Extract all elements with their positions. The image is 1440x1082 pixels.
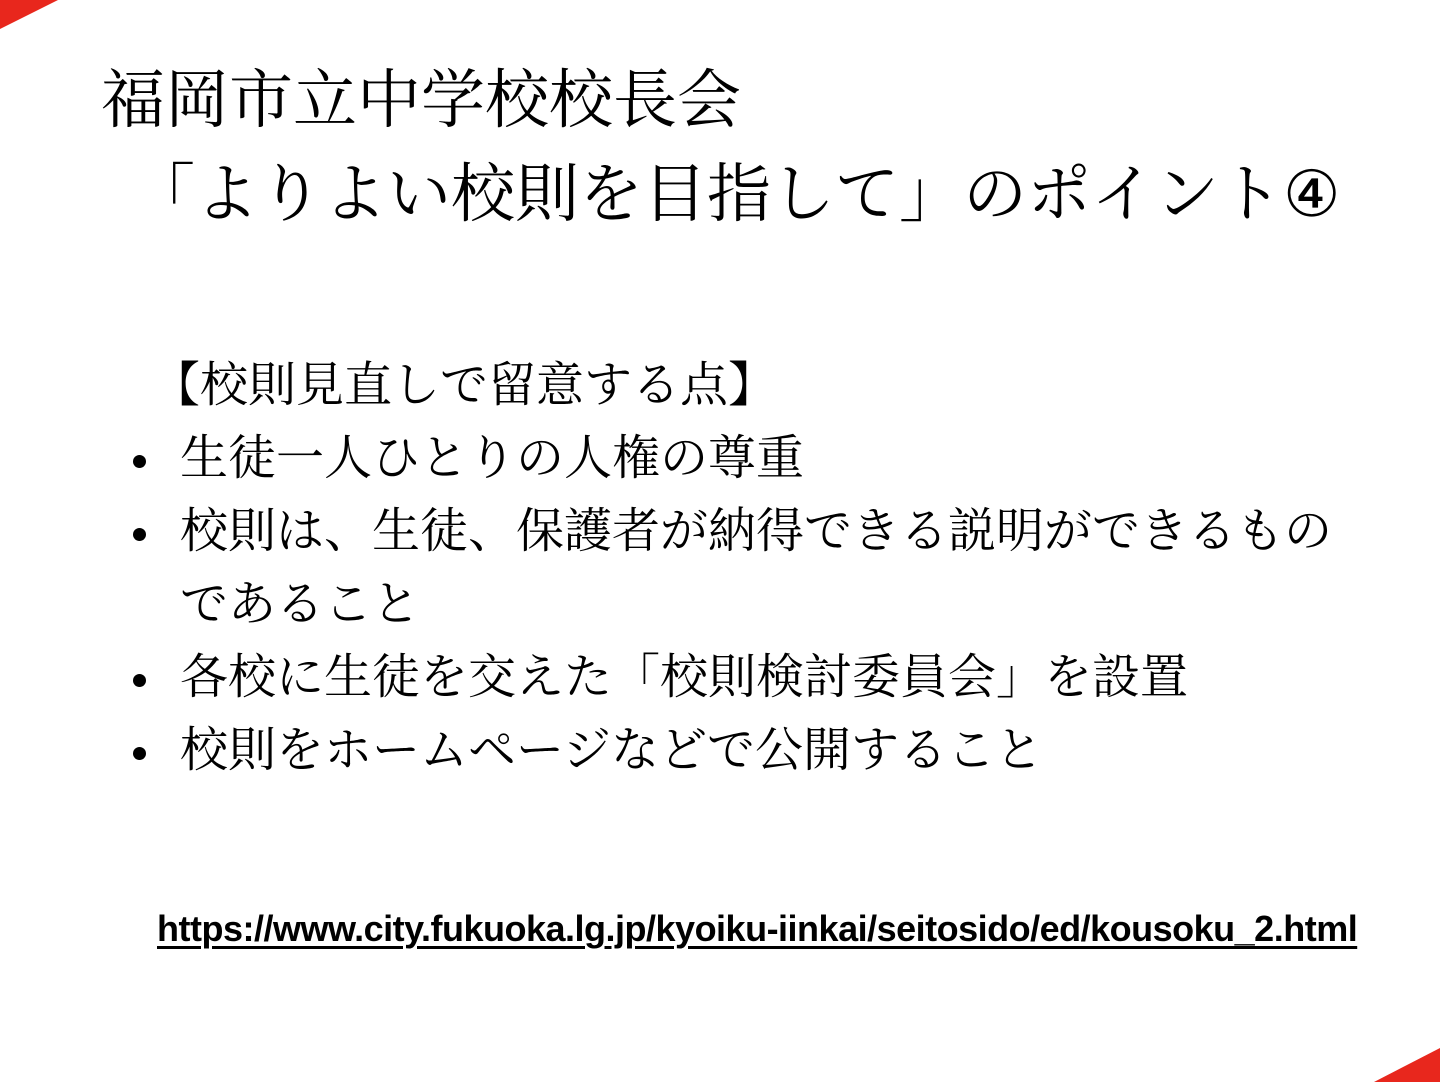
title-line-1: 福岡市立中学校校長会 — [101, 64, 741, 136]
title-line-2: 「よりよい校則を目指して」のポイント④ — [131, 158, 1341, 230]
bullet-text: 校則は、生徒、保護者が納得できる説明ができるものであること — [180, 505, 1333, 631]
bullet-icon — [133, 528, 146, 541]
bullet-icon — [133, 455, 146, 468]
bullet-item — [126, 641, 1350, 714]
bullet-text: 生徒一人ひとりの人権の尊重 — [180, 432, 805, 485]
bullet-text: 各校に生徒を交えた「校則検討委員会」を設置 — [180, 651, 1189, 704]
section-heading: 【校則見直しで留意する点】 — [152, 359, 777, 412]
section-block — [126, 349, 1350, 787]
source-url-link[interactable]: https://www.city.fukuoka.lg.jp/kyoiku-iinkai/seitosido/ed/kousoku_2.html — [157, 908, 1358, 949]
red-corner-top-left — [0, 0, 58, 29]
slide-title — [101, 53, 1340, 241]
red-corner-bottom-right — [1374, 1048, 1440, 1082]
bullet-text: 校則をホームページなどで公開すること — [180, 724, 1044, 777]
bullet-item — [126, 495, 1350, 641]
bullet-item — [126, 422, 1350, 495]
bullet-item — [126, 714, 1350, 787]
bullet-list — [126, 422, 1350, 787]
bullet-icon — [133, 747, 146, 760]
bullet-icon — [133, 674, 146, 687]
